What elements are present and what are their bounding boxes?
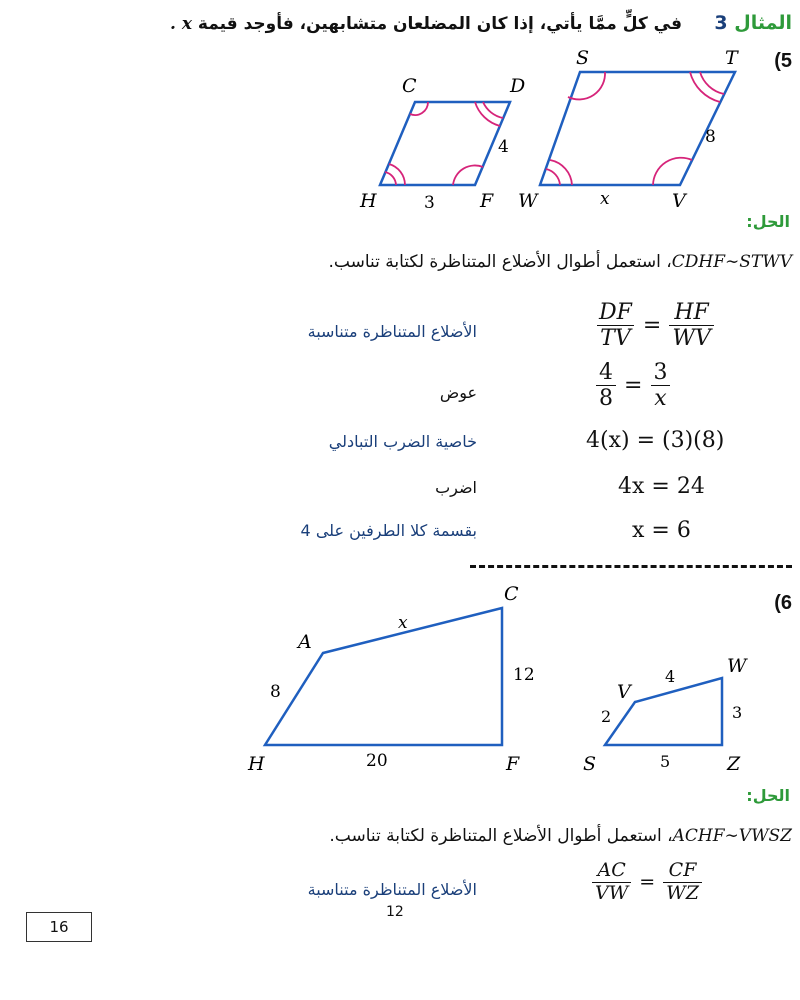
angle-mark-d-1 [475,102,500,126]
label-w: W [518,190,538,212]
label-s: S [583,753,597,775]
step-proportion-sides: $\frac{AC}{VW}$ = $\frac{CF}{WZ}$ [590,860,704,905]
step-reason-proportional: الأضلاع المتناظرة متناسبة [307,880,477,899]
step-proportion-sides: $\frac{DF}{TV}$ = $\frac{HF}{WV}$ [594,300,716,352]
label-h: H [360,190,377,212]
label-t: T [725,47,738,69]
dashed-divider [470,565,792,568]
angle-mark-t-1 [690,72,720,102]
page-number-box: 16 [26,912,92,942]
label-c: C [504,583,519,605]
label-d: D [510,75,526,97]
side-hf-length: 3 [424,193,435,213]
angle-mark-w-2 [546,169,560,185]
step-substitute: $\frac{4}{8}$ = $\frac{3}{x}$ [594,360,672,412]
example-label: المثال 3 [714,12,792,34]
step-multiply: 4x = 24 [618,474,705,499]
step-reason-multiply: اضرب [435,478,477,497]
label-f: F [506,753,520,775]
angle-mark-s [568,72,605,99]
step-answer: x = 6 [632,518,691,543]
label-a: A [298,631,312,653]
step-reason-divide: بقسمة كلا الطرفين على 4 [300,521,477,540]
side-ac-length: x [398,613,408,633]
side-wv-length: x [600,189,610,209]
side-ha-length: 8 [270,682,281,702]
problem-5-number: (5 [774,50,792,72]
angle-mark-t-2 [700,72,724,94]
problem-5-solution-intro: CDHF∼STWV، استعمل أطوال الأضلاع المتناظرة لكتابة تناسب. [328,252,792,272]
step-reason-cross-product: خاصية الضرب التبادلي [328,432,477,451]
label-h: H [248,753,265,775]
angle-mark-d-2 [483,102,503,118]
side-vw-length: 4 [665,667,676,686]
side-cf-length: 12 [513,665,535,685]
side-df-length: 4 [498,137,509,157]
label-w: W [727,655,747,677]
label-s: S [576,47,590,69]
problem-6-figure [240,580,760,780]
side-wz-length: 3 [732,703,743,722]
angle-mark-h-2 [385,172,396,185]
problem-6-solution-label: الحل: [746,786,790,805]
example-header [8,8,792,38]
problem-5-figure [350,42,750,217]
step-cross-product: 4(x) = (3)(8) [586,428,725,453]
label-f: F [480,190,494,212]
problem-6-solution-intro: ACHF∼VWSZ، استعمل أطوال الأضلاع المتناظرة لكتابة تناسب. [329,826,792,846]
side-hf-length: 20 [366,751,388,771]
problem-5-solution-label: الحل: [746,212,790,231]
quadrilateral-achf [265,608,502,745]
step-reason-substitute: عوض [439,383,477,402]
page-number-center: 12 [386,904,404,920]
step-reason-proportional: الأضلاع المتناظرة متناسبة [307,322,477,341]
problem-6-number: (6 [774,592,792,614]
label-v: V [672,190,686,212]
parallelogram-cdhf [380,102,510,185]
side-sv-length: 2 [601,707,612,726]
side-tv-length: 8 [705,127,716,147]
label-v: V [617,681,631,703]
example-instruction: في كلٍّ ممَّا يأتي، إذا كان المضلعان متشابهين، فأوجد قيمة x . [170,14,682,34]
side-sz-length: 5 [660,752,671,771]
label-c: C [402,75,417,97]
label-z: Z [727,753,741,775]
